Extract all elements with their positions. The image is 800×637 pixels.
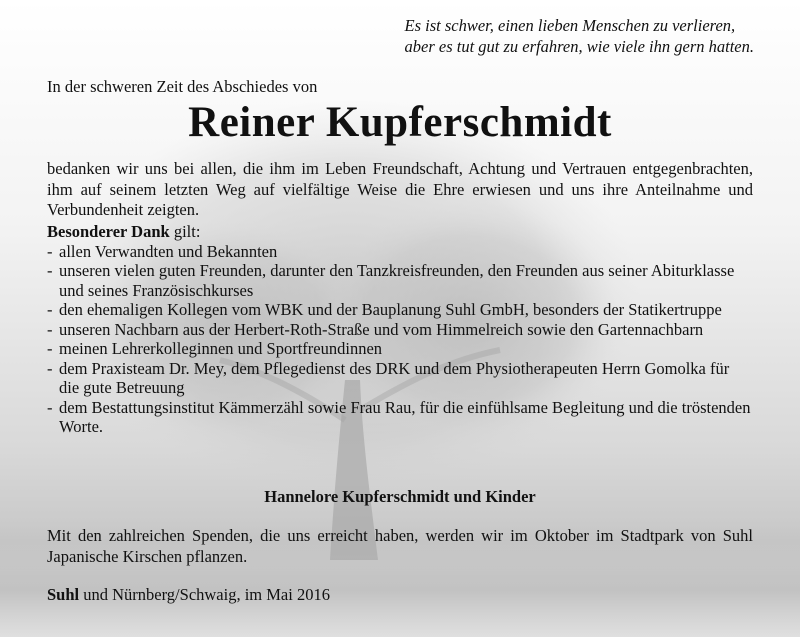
list-item: - allen Verwandten und Bekannten bbox=[47, 242, 753, 262]
place-bold: Suhl bbox=[47, 585, 80, 604]
place-date-rest: und Nürnberg/Schwaig, im Mai 2016 bbox=[79, 585, 330, 604]
place-date bbox=[47, 585, 330, 605]
special-thanks-heading-bold: Besonderer Dank bbox=[47, 222, 170, 241]
special-thanks-section bbox=[47, 222, 753, 437]
list-item: - unseren vielen guten Freunden, darunter den Tanzkreisfreunden, den Freunden aus seiner Abiturklasse und seines Französischkurses bbox=[47, 261, 753, 300]
signers: Hannelore Kupferschmidt und Kinder bbox=[264, 487, 536, 506]
special-thanks-heading-rest: gilt: bbox=[169, 222, 201, 241]
special-thanks-heading bbox=[47, 222, 753, 242]
intro-text: In der schweren Zeit des Abschiedes von bbox=[47, 77, 318, 96]
list-item: - dem Bestattungsinstitut Kämmerzähl sowie Frau Rau, für die einfühlsame Begleitung und die tröstenden Worte. bbox=[47, 398, 753, 437]
quote-line-1: Es ist schwer, einen lieben Menschen zu verlieren, bbox=[404, 16, 736, 35]
donation-paragraph: Mit den zahlreichen Spenden, die uns erreicht haben, werden wir im Oktober im Stadtpark von Suhl Japanische Kirschen pflanzen. bbox=[47, 526, 753, 566]
thanks-paragraph: bedanken wir uns bei allen, die ihm im Leben Freundschaft, Achtung und Vertrauen entgegenbrachten, ihm auf seinem letzten Weg auf vielfältige Weise die Ehre erwiesen und uns ihre Anteilnahme und Verbundenheit zeigten. bbox=[47, 159, 753, 219]
list-item: - den ehemaligen Kollegen vom WBK und der Bauplanung Suhl GmbH, besonders der Statikertruppe bbox=[47, 300, 753, 320]
quote-line-2: aber es tut gut zu erfahren, wie viele ihn gern hatten. bbox=[404, 37, 754, 56]
list-item: - dem Praxisteam Dr. Mey, dem Pflegedienst des DRK und dem Physiotherapeuten Herrn Gomolka für die gute Betreuung bbox=[47, 359, 753, 398]
list-item: - meinen Lehrerkolleginnen und Sportfreundinnen bbox=[47, 339, 753, 359]
special-thanks-list bbox=[47, 242, 753, 437]
deceased-name: Reiner Kupferschmidt bbox=[188, 99, 612, 146]
quote bbox=[405, 15, 755, 57]
list-item: - unseren Nachbarn aus der Herbert-Roth-Straße und vom Himmelreich sowie den Gartennachbarn bbox=[47, 320, 753, 340]
